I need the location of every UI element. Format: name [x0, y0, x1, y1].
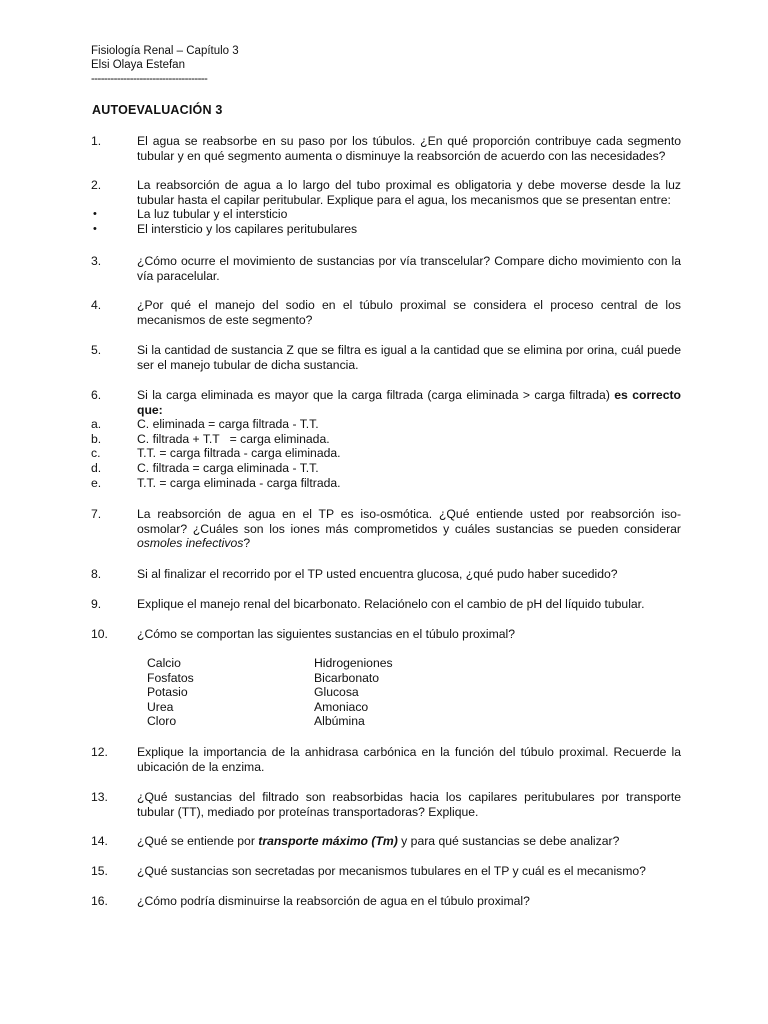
substance-column-1: [147, 656, 194, 729]
question-2: [91, 178, 681, 236]
question-text: ¿Qué sustancias son secretadas por mecanismos tubulares en el TP y cuál es el mecanismo?: [137, 864, 646, 878]
question-number: 7.: [91, 507, 102, 521]
option-letter: e.: [91, 475, 102, 490]
question-8: [91, 567, 681, 582]
question-number: 1.: [91, 134, 102, 148]
question-text: ¿Por qué el manejo del sodio en el túbulo proximal se considera el proceso central de los mecanismos de este segmento?: [137, 298, 681, 327]
answer-option: [91, 432, 681, 447]
substance-item: Hidrogeniones: [314, 656, 393, 670]
question-10: [91, 627, 681, 642]
question-text: ¿Cómo ocurre el movimiento de sustancias por vía transcelular? Compare dicho movimiento con la vía paracelular.: [137, 254, 681, 283]
question-emphasis: es correcto que:: [137, 388, 681, 417]
question-number: 9.: [91, 597, 102, 611]
bullet-item: [91, 222, 681, 237]
question-3: [91, 254, 681, 283]
option-letter: d.: [91, 460, 102, 475]
substance-item: Calcio: [147, 656, 181, 670]
question-text: El agua se reabsorbe en su paso por los túbulos. ¿En qué proporción contribuye cada segmento tubular y en qué segmento aumenta o disminuye la reabsorción de acuerdo con las necesidades?: [137, 134, 681, 163]
option-letter: b.: [91, 431, 102, 446]
bullet-text: La luz tubular y el intersticio: [137, 207, 288, 222]
bullet-icon: •: [93, 222, 97, 235]
question-text: La reabsorción de agua a lo largo del tubo proximal es obligatoria y debe moverse desde la luz tubular hasta el capilar peritubular. Explique para el agua, los mecanismos que se presentan entre:: [137, 178, 681, 207]
question-6: [91, 388, 681, 490]
question-text: Si la carga eliminada es mayor que la carga filtrada (carga eliminada > carga filtrada) es correcto que:: [137, 388, 681, 417]
page-title: AUTOEVALUACIÓN 3: [92, 103, 223, 117]
header-author: Elsi Olaya Estefan: [91, 59, 185, 71]
question-number: 12.: [91, 745, 108, 759]
bullet-text: El intersticio y los capilares peritubulares: [137, 221, 358, 236]
bullet-icon: •: [93, 208, 97, 221]
answer-option: [91, 446, 681, 461]
option-text: T.T. = carga filtrada - carga eliminada.: [137, 446, 341, 461]
substance-item: Albúmina: [314, 714, 365, 729]
option-letter: a.: [91, 417, 102, 432]
question-text: Si la cantidad de sustancia Z que se filtra es igual a la cantidad que se elimina por orina, cuál puede ser el manejo tubular de dicha sustancia.: [137, 343, 681, 372]
substance-item: Potasio: [147, 685, 188, 700]
substance-column-2: [314, 656, 393, 729]
question-number: 13.: [91, 790, 108, 804]
question-text: ¿Qué se entiende por transporte máximo (Tm) y para qué sustancias se debe analizar?: [137, 834, 620, 848]
question-7: [91, 507, 681, 551]
question-14: [91, 834, 681, 849]
question-12: [91, 745, 681, 774]
question-text: ¿Cómo se comportan las siguientes sustancias en el túbulo proximal?: [137, 627, 516, 641]
substance-item: Amoniaco: [314, 699, 369, 714]
option-text: C. filtrada = carga eliminada - T.T.: [137, 460, 319, 475]
question-number: 16.: [91, 894, 108, 908]
document-header: [91, 44, 239, 86]
answer-option: [91, 417, 681, 432]
option-text: T.T. = carga eliminada - carga filtrada.: [137, 475, 341, 490]
question-text: Si al finalizar el recorrido por el TP usted encuentra glucosa, ¿qué pudo haber sucedido?: [137, 567, 618, 581]
answer-option: [91, 476, 681, 491]
header-course: Fisiología Renal – Capítulo 3: [91, 45, 239, 57]
question-number: 6.: [91, 388, 102, 402]
question-number: 15.: [91, 864, 108, 878]
substance-item: Fosfatos: [147, 670, 194, 685]
question-number: 10.: [91, 627, 108, 641]
option-letter: c.: [91, 446, 101, 461]
substance-item: Glucosa: [314, 685, 359, 700]
question-4: [91, 298, 681, 327]
question-16: [91, 894, 681, 909]
question-italic: osmoles inefectivos: [137, 536, 244, 551]
question-number: 2.: [91, 178, 102, 192]
option-text: C. eliminada = carga filtrada - T.T.: [137, 417, 319, 432]
question-number: 8.: [91, 567, 102, 581]
question-text: Explique la importancia de la anhidrasa carbónica en la función del túbulo proximal. Recuerde la ubicación de la enzima.: [137, 745, 681, 774]
question-13: [91, 790, 681, 819]
question-9: [91, 597, 681, 612]
question-5: [91, 343, 681, 372]
question-number: 14.: [91, 834, 108, 848]
answer-option: [91, 461, 681, 476]
question-number: 3.: [91, 254, 102, 268]
question-number: 4.: [91, 298, 102, 312]
question-text: Explique el manejo renal del bicarbonato. Relaciónelo con el cambio de pH del líquido tubular.: [137, 597, 645, 611]
bullet-item: [91, 207, 681, 222]
question-15: [91, 864, 681, 879]
option-text: C. filtrada + T.T = carga eliminada.: [137, 431, 330, 446]
substance-item: Cloro: [147, 714, 177, 729]
substance-item: Urea: [147, 699, 174, 714]
question-1: [91, 134, 681, 163]
substance-item: Bicarbonato: [314, 670, 380, 685]
header-divider: ------------------------------------: [91, 73, 208, 85]
question-number: 5.: [91, 343, 102, 357]
question-text: ¿Qué sustancias del filtrado son reabsorbidas hacia los capilares peritubulares por transporte tubular (TT), mediado por proteínas transportadoras? Explique.: [137, 790, 681, 819]
question-text: La reabsorción de agua en el TP es iso-osmótica. ¿Qué entiende usted por reabsorción iso-osmolar? ¿Cuáles son los iones más comprometidos y cuáles sustancias se pueden considerar osmoles inefectivos?: [137, 507, 681, 551]
question-term: transporte máximo (Tm): [258, 834, 398, 848]
question-text: ¿Cómo podría disminuirse la reabsorción de agua en el túbulo proximal?: [137, 894, 530, 908]
